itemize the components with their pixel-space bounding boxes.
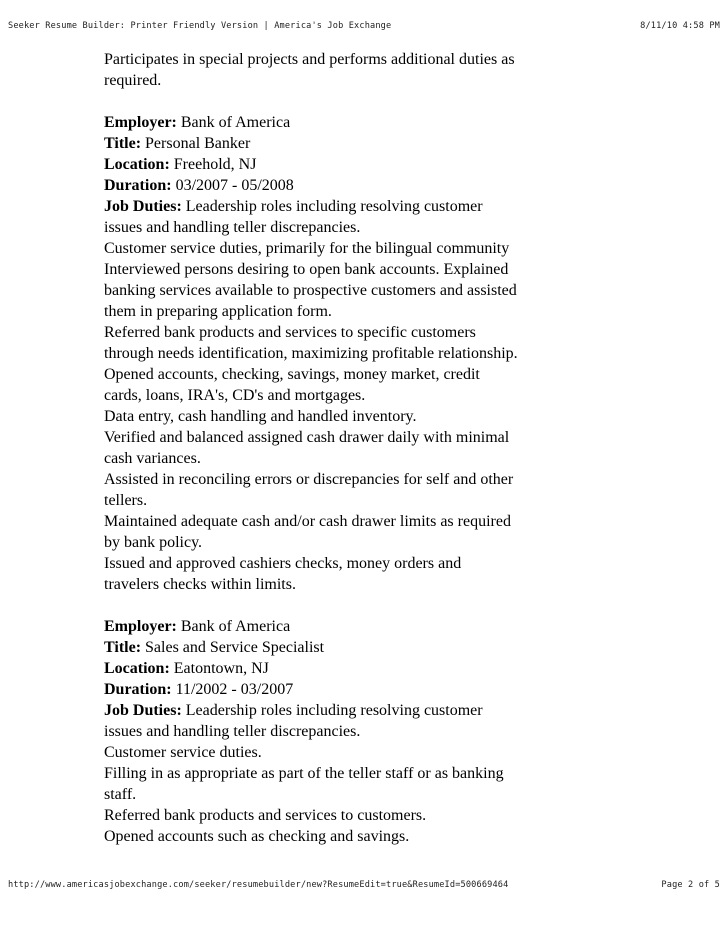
duty-line: Customer service duties.	[104, 744, 262, 761]
duty-line: Referred bank products and services to specific customers	[104, 324, 476, 341]
duty-line: through needs identification, maximizing profitable relationship.	[104, 345, 518, 362]
duration-label: Duration:	[104, 681, 172, 698]
duty-line: Interviewed persons desiring to open bank accounts. Explained	[104, 261, 509, 278]
duty-line: Opened accounts such as checking and savings.	[104, 828, 410, 845]
title-value: Sales and Service Specialist	[141, 639, 325, 656]
employer-row	[104, 112, 574, 133]
duty-line: by bank policy.	[104, 534, 203, 551]
duty-line: Customer service duties, primarily for the bilingual community	[104, 240, 510, 257]
title-value: Personal Banker	[141, 135, 251, 152]
employer-label: Employer:	[104, 114, 177, 131]
title-label: Title:	[104, 135, 142, 152]
spacer	[104, 595, 574, 616]
print-header	[8, 21, 720, 31]
duration-value: 03/2007 - 05/2008	[171, 177, 294, 194]
duty-line: Referred bank products and services to customers.	[104, 807, 427, 824]
duties-first-line: Leadership roles including resolving customer	[181, 198, 483, 215]
location-row	[104, 658, 574, 679]
employer-row	[104, 616, 574, 637]
employer-value: Bank of America	[176, 618, 291, 635]
duty-line: Issued and approved cashiers checks, money orders and	[104, 555, 462, 572]
duty-line: Opened accounts, checking, savings, money market, credit	[104, 366, 480, 383]
location-label: Location:	[104, 156, 170, 173]
location-value: Freehold, NJ	[169, 156, 257, 173]
page-url: http://www.americasjobexchange.com/seeker/resumebuilder/new?ResumeEdit=true&ResumeId=500669464	[8, 880, 509, 890]
location-value: Eatontown, NJ	[169, 660, 269, 677]
duty-line: Maintained adequate cash and/or cash drawer limits as required	[104, 513, 511, 530]
duty-line: Data entry, cash handling and handled inventory.	[104, 408, 417, 425]
duration-label: Duration:	[104, 177, 172, 194]
duty-line: cards, loans, IRA's, CD's and mortgages.	[104, 387, 366, 404]
duty-line: staff.	[104, 786, 137, 803]
duties-list	[104, 217, 574, 595]
page-number: Page 2 of 5	[661, 880, 720, 890]
duty-line: cash variances.	[104, 450, 201, 467]
duty-line: tellers.	[104, 492, 148, 509]
duties-row	[104, 196, 574, 217]
duties-row	[104, 700, 574, 721]
print-footer	[8, 880, 720, 890]
duty-line: issues and handling teller discrepancies.	[104, 219, 361, 236]
page-title: Seeker Resume Builder: Printer Friendly Version | America's Job Exchange	[8, 21, 392, 31]
job-entry	[104, 616, 574, 847]
duty-line: travelers checks within limits.	[104, 576, 296, 593]
location-row	[104, 154, 574, 175]
duties-label: Job Duties:	[104, 198, 182, 215]
duty-line: issues and handling teller discrepancies.	[104, 723, 361, 740]
resume-content	[104, 49, 574, 847]
employer-label: Employer:	[104, 618, 177, 635]
duty-line: Filling in as appropriate as part of the teller staff or as banking	[104, 765, 504, 782]
title-row	[104, 133, 574, 154]
location-label: Location:	[104, 660, 170, 677]
employer-value: Bank of America	[176, 114, 291, 131]
duty-line: them in preparing application form.	[104, 303, 332, 320]
duties-first-line: Leadership roles including resolving customer	[181, 702, 483, 719]
duty-line: Verified and balanced assigned cash drawer daily with minimal	[104, 429, 510, 446]
duties-list	[104, 721, 574, 847]
title-row	[104, 637, 574, 658]
intro-line: Participates in special projects and performs additional duties as	[104, 51, 515, 68]
duties-label: Job Duties:	[104, 702, 182, 719]
duration-value: 11/2002 - 03/2007	[171, 681, 294, 698]
print-datetime: 8/11/10 4:58 PM	[640, 21, 720, 31]
duty-line: banking services available to prospective customers and assisted	[104, 282, 517, 299]
spacer	[104, 91, 574, 112]
title-label: Title:	[104, 639, 142, 656]
duration-row	[104, 175, 574, 196]
duration-row	[104, 679, 574, 700]
duty-line: Assisted in reconciling errors or discrepancies for self and other	[104, 471, 514, 488]
intro-line: required.	[104, 72, 162, 89]
job-entry	[104, 112, 574, 595]
